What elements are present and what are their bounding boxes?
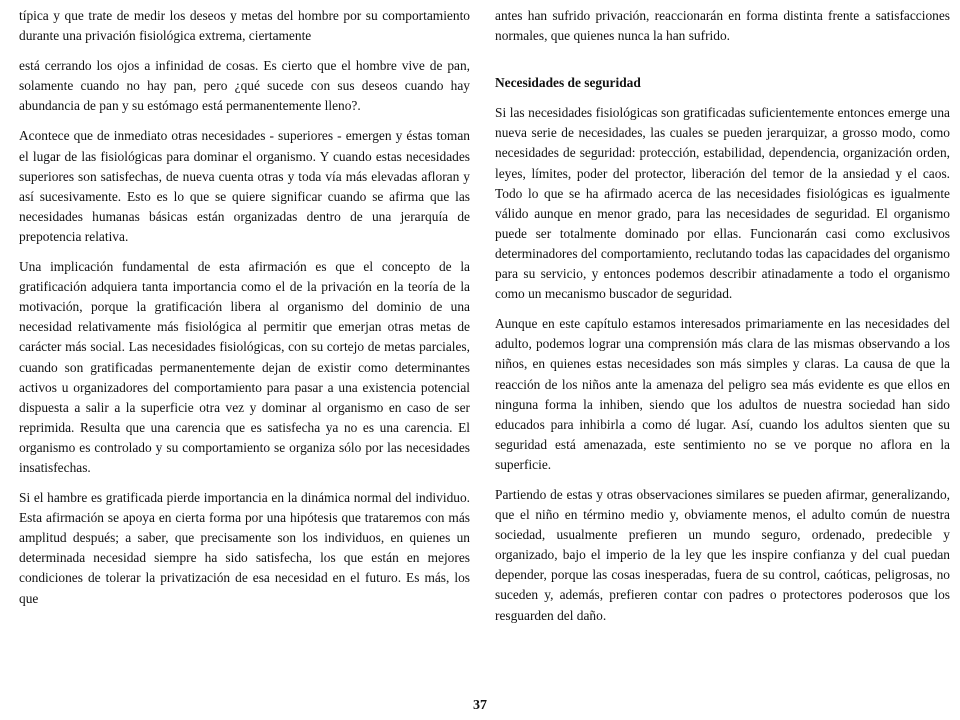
section-heading: Necesidades de seguridad — [495, 75, 641, 91]
left-paragraph-3: Acontece que de inmediato otras necesidades - superiores - emergen y éstas toman el lugar de las fisiológicas para dominar el organismo. Y cuando estas necesidades superiores son satisfechas, de nueva cuenta otras y toda vía más elevadas afloran y así sucesivamente. Esto es lo que se quiere significar cuando se afirma que las necesidades humanas básicas están organizadas dentro de una jerarquía de prepotencia relativa. — [19, 128, 470, 244]
page-number: 37 — [473, 698, 487, 713]
right-paragraph-3: Partiendo de estas y otras observaciones similares se pueden afirmar, generalizando, que el niño en término medio y, obviamente menos, el adulto común de nuestra sociedad, usualmente prefieren un mundo seguro, ordenado, predecible y organizado, bajo el imperio de la ley que les inspire confianza y del cual puedan depender, porque las cosas inesperadas, fuera de su control, caóticas, peligrosas, no suceden y, además, prefieren contar con padres o protectores poderosos que los resguarden del daño. — [495, 486, 950, 623]
left-paragraph-4: Una implicación fundamental de esta afirmación es que el concepto de la gratificación adquiera tanta importancia como el de la privación en la teoría de la motivación, porque la gratificación libera al organismo del dominio de una necesidad relativamente más fisiológica al permitir que emerjan otras metas de carácter más social. Las necesidades fisiológicas, con su cortejo de metas parciales, cuando son gratificadas permanentemente dejan de existir como determinantes activos u organizadores del comportamiento para pasar a una existencia potencial dispuesta a salir a la superficie otra vez y dominar al organismo en caso de ser reprimida. Resulta que una carencia que es satisfecha ya no es una carencia. El organismo es controlado y su comportamiento se organiza sólo por las necesidades insatisfechas. — [19, 259, 470, 475]
left-paragraph-2: está cerrando los ojos a infinidad de cosas. Es cierto que el hombre vive de pan, solamente cuando no hay pan, pero ¿qué sucede con sus deseos cuando hay abundancia de pan y su estómago está permanentemente lleno?. — [19, 58, 470, 114]
right-text-column — [495, 6, 950, 636]
right-paragraph-1: Si las necesidades fisiológicas son gratificadas suficientemente entonces emerge una nueva serie de necesidades, las cuales se pueden jerarquizar, a grosso modo, como necesidades de seguridad: protección, estabilidad, dependencia, organización orden, leyes, límites, poder del protector, liberación del temor de la ansiedad y el caos. Todo lo que se ha afirmado acerca de las necesidades fisiológicas es igualmente válido aunque en menor grado, para las necesidades de seguridad. El organismo puede ser totalmente dominado por ellas. Funcionarán casi como exclusivos determinadores del comportamiento, reclutando todas las capacidades del organismo para su servicio, y entonces podemos describir atinadamente a todo el organismo como un mecanismo buscador de seguridad. — [495, 105, 950, 302]
right-intro-paragraph: antes han sufrido privación, reaccionarán en forma distinta frente a satisfacciones normales, que quienes nunca la han sufrido. — [495, 8, 950, 44]
right-paragraph-2: Aunque en este capítulo estamos interesados primariamente en las necesidades del adulto, podemos lograr una comprensión más clara de las mismas observando a los niños, en quienes estas necesidades son más simples y claras. La causa de que la reacción de los niños ante la amenaza del peligro sea más evidente es que ellos en ninguna forma la inhiben, siendo que los adultos de nuestra sociedad han sido educados para inhibirla a como dé lugar. Así, cuando los adultos sienten que su seguridad está amenazada, este sentimiento no se ve porque no aflora en la superficie. — [495, 316, 950, 472]
left-text-column — [19, 6, 470, 619]
left-paragraph-5: Si el hambre es gratificada pierde importancia en la dinámica normal del individuo. Esta afirmación se apoya en cierta forma por una hipótesis que trataremos con más amplitud después; a saber, que precisamente son los individuos, en quienes un determinada necesidad siempre ha sido satisfecha, los que están en mejores condiciones de tolerar la privatización de esa necesidad en el futuro. Es más, los que — [19, 490, 470, 606]
left-paragraph-1: típica y que trate de medir los deseos y metas del hombre por su comportamiento durante una privación fisiológica extrema, ciertamente — [19, 8, 470, 44]
